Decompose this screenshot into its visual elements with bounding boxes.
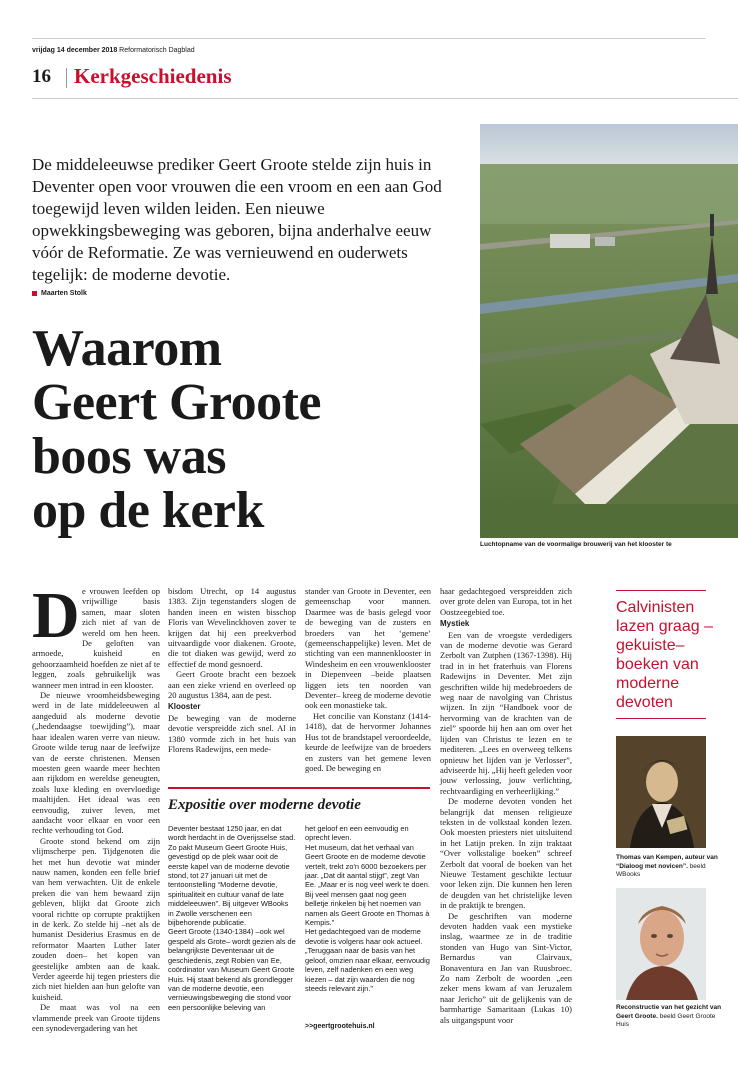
box-column-2: het geloof en een eenvoudig en oprecht leven. Het museum, dat het verhaal van Geert Groote en de moderne devotie vertelt, trekt zo'n 6000 bezoekers per jaar. „Dat dit aantal stijgt”, zegt Van Ee. „Maar er is nog veel werk te doen. Bij veel mensen gaat nog geen belletje rinkelen bij het noemen van namen als Geert Groote en Thomas à Kempis.” Het gedachtegoed van de moderne devotie is volgens haar ook actueel. „Teruggaan naar de basis van het geloof, omzien naar elkaar, eenvoudig leven, zelf nadenken en een weg kiezen – dat zijn waarden die nog steeds relevant zijn.”	[305, 824, 430, 993]
pullquote-top-rule	[616, 590, 706, 591]
portrait-thomas-van-kempen	[616, 736, 706, 848]
paragraph: Groote stond bekend om zijn vlijmscherpe pen. Tijdgenoten die het met hun devotie wat minder nauw namen, konden een felle brief van hem verwachten. Uit de enkele preken die van hem bewaard zijn gebleven, blijkt dat Groote zich vooral richtte op corrupte praktijken in de kerk. Zo stelde hij –net als de humanist Desiderius Erasmus en de reformator Maarten Luther later zouden doen– het kopen van geestelijke ambten aan de kaak. Verder ageerde hij tegen priesters die zich niet hielden aan hun gelofte van kuisheid.	[32, 835, 160, 1002]
paragraph: haar gedachtegoed verspreidden zich over grote delen van Europa, tot in het Oostzeegebied toe.	[440, 586, 572, 617]
paragraph: De moderne devoten vonden het belangrijk dat mensen religieuze teksten in de volkstaal konden lezen. Ook moesten priesters niet uitsluitend in het Latijn preken. In zijn traktaat “Over volkstalige boeken” schreef Zerbolt dat vooral de boeken van het Nieuwe Testament geschikte lectuur voor leken zijn. Die kunnen hen leren de deugden van het christelijke leven in de praktijk te brengen.	[440, 796, 572, 911]
headline-line-4: op de kerk	[32, 482, 264, 539]
body-column-1	[32, 579, 160, 1034]
aerial-photo	[480, 124, 738, 538]
portrait-2-caption	[616, 1004, 726, 1030]
headline-line-3: boos was	[32, 428, 226, 485]
pullquote: Calvinisten lazen graag –gekuiste– boeken van moderne devoten	[616, 599, 713, 711]
byline	[32, 290, 87, 297]
photo-caption: Luchtopname van de voormalige brouwerij van het klooster te	[480, 541, 672, 548]
paragraph: De geschriften van moderne devoten hadden vaak een mystieke inslag, waarmee ze in de traditie stonden van Hugo van Sint-Victor, Bernardus van Clairvaux, Bonaventura en Jan van Ruusbroec. Zo nam Zerbolt de woorden „een zeker mens kwam af van Jeruzalem naar Jericho” uit de gelijkenis van de barmhartige Samaritaan (Lukas 10) als uitgangspunt voor	[440, 910, 572, 1025]
paragraph: De maat was vol na een vlammende preek van Groote tijdens een synodevergadering van het	[32, 1002, 160, 1034]
section-rule	[32, 98, 738, 99]
top-rule	[32, 38, 706, 39]
masthead-date	[32, 47, 195, 54]
portrait-2-name: Reconstructie van het gezicht van Geert Groote.	[616, 1004, 722, 1020]
paragraph: Een van de vroegste verdedigers van de moderne devotie was Gerard Zerbolt van Zutphen (1367-1398). Hij trad in in het fraterhuis van Florens Radewijns in Deventer. Met zijn geschriften wilde hij medebroeders de weg naar de navolging van Christus wijzen. In zijn “Handboek voor de hervorming van de krachten van de ziel” spoorde hij hen aan om over het lijden van Christus te lezen en te mediteren. „Lees en overweeg telkens opnieuw het lijden van je Verlosser”, adviseerde hij. „Hij heeft geleden voor jouw verlossing, jouw verlichting, rechtvaardiging en verheerlijking.”	[440, 629, 572, 796]
box-title: Expositie over moderne devotie	[168, 797, 361, 813]
portrait-geert-groote	[616, 888, 706, 1000]
paragraph: De beweging van de moderne devotie verspreidde zich snel. Al in 1380 vormde zich in het huis van Florens Radewijns, een mede-	[168, 712, 296, 755]
subheading-klooster: Klooster	[168, 702, 201, 712]
portrait-1-name: Thomas van Kempen, auteur van “Dialoog met novicen”.	[616, 854, 718, 870]
page-number: 16	[32, 66, 51, 87]
paragraph: De nieuwe vroomheidsbeweging werd in de late middeleeuwen al aangeduid als moderne devotie („hedendaagse toewijding”), maar haar idealen waren verre van nieuw. Groote wilde terug naar de leefwijze van de eerste christenen. Mensen moesten geen waarde meer hechten aan rijkdom en wereldse geneugten, zoals luxe kleding en overvloedige maaltijden. Het ideaal was een eenvoudig, zuiver leven, met aandacht voor elkaar en voor een rechte verhouding tot God.	[32, 690, 160, 836]
portrait-2-credit: beeld Geert Groote Huis	[616, 1012, 716, 1028]
paper-name: Reformatorisch Dagblad	[119, 47, 195, 54]
date-text: vrijdag 14 december 2018	[32, 47, 118, 54]
headline	[32, 322, 472, 538]
box-link[interactable]: >>geertgrootehuis.nl	[305, 1023, 375, 1030]
page-divider	[66, 68, 67, 88]
paragraph: Het concilie van Konstanz (1414-1418), dat de hervormer Johannes Hus tot de brandstapel veroordeelde, keurde de leefwijze van de broeders en zusters van het gemene leven goed. De beweging en	[305, 710, 431, 773]
portrait-1-credit: beeld WBooks	[616, 862, 706, 878]
body-column-4	[440, 586, 572, 1025]
article-intro: De middeleeuwse prediker Geert Groote stelde zijn huis in Deventer open voor vrouwen die een vroom en een aan God toegewijd leven wilden leiden. Een nieuwe opwekkingsbeweging was geboren, bijna anderhalve eeuw vóór de Reformatie. Ze was vernieuwend en ouderwets tegelijk: de moderne devotie.	[32, 155, 442, 284]
dropcap: D	[32, 579, 80, 652]
body-column-2	[168, 586, 296, 755]
subheading-mystiek: Mystiek	[440, 619, 470, 629]
portrait-1-drawing	[616, 736, 706, 848]
headline-line-1: Waarom	[32, 320, 222, 377]
headline-line-2: Geert Groote	[32, 374, 321, 431]
paragraph: e vrouwen leefden op vrijwillige basis samen, maar sloten zich niet af van de wereld om hen heen. De geloften van armoede, kuisheid en gehoorzaamheid hoefden ze niet af te leggen, zoals gebruikelijk was wanneer men intrad in een klooster.	[32, 586, 160, 690]
paragraph: bisdom Utrecht, op 14 augustus 1383. Zijn tegenstanders slogen de handen ineen en wisten bisschop Floris van Wevelinckhoven zover te krijgen dat hij een preekverbod uitvaardigde voor diakenen. Groote, die tot diaken was gewijd, werd zo effectief de mond gesnoerd.	[168, 586, 296, 669]
body-column-3	[305, 586, 431, 773]
portrait-2-drawing	[616, 888, 706, 1000]
pullquote-bottom-rule	[616, 718, 706, 719]
box-top-rule	[168, 787, 430, 789]
aerial-photo-drawing	[480, 124, 738, 538]
section-title: Kerkgeschiedenis	[74, 64, 232, 88]
byline-square-icon	[32, 291, 37, 296]
byline-author: Maarten Stolk	[41, 290, 87, 297]
box-column-1: Deventer bestaat 1250 jaar, en dat wordt herdacht in de Overijsselse stad. Zo pakt Museum Geert Groote Huis, gevestigd op de plek waar ooit de eerste kapel van de moderne devotie stond, tot 27 januari uit met de tentoonstelling “Moderne devotie, spiritualiteit en cultuur vanaf de late middeleeuwen”. Bij uitgever WBooks in Zwolle verschenen een bijbehorende publicatie. Geert Groote (1340-1384) –ook wel gespeld als Grote– wordt gezien als de belangrijkste Deventenaar uit de geschiedenis, zegt Robien van Ee, coördinator van Museum Geert Groote Huis. Hij staat bekend als grondlegger van de moderne devotie, een vernieuwingsbeweging die stond voor een persoonlijke beleving van	[168, 824, 296, 1012]
paragraph: stander van Groote in Deventer, een gemeenschap voor mannen. Daarmee was de basis gelegd voor de beweging van de zusters en broeders van het ‘gemene’ (gemeenschappelijke) leven. Met de stichting van een mannenklooster in Windesheim en een vrouwenklooster in Diepenveen –beide plaatsen liggen iets ten noorden van Deventer– kreeg de moderne devotie ook een monastieke tak.	[305, 586, 431, 711]
portrait-1-caption	[616, 854, 726, 880]
paragraph: Geert Groote bracht een bezoek aan een zieke vriend en overleed op 20 augustus 1384, aan de pest.	[168, 669, 296, 701]
